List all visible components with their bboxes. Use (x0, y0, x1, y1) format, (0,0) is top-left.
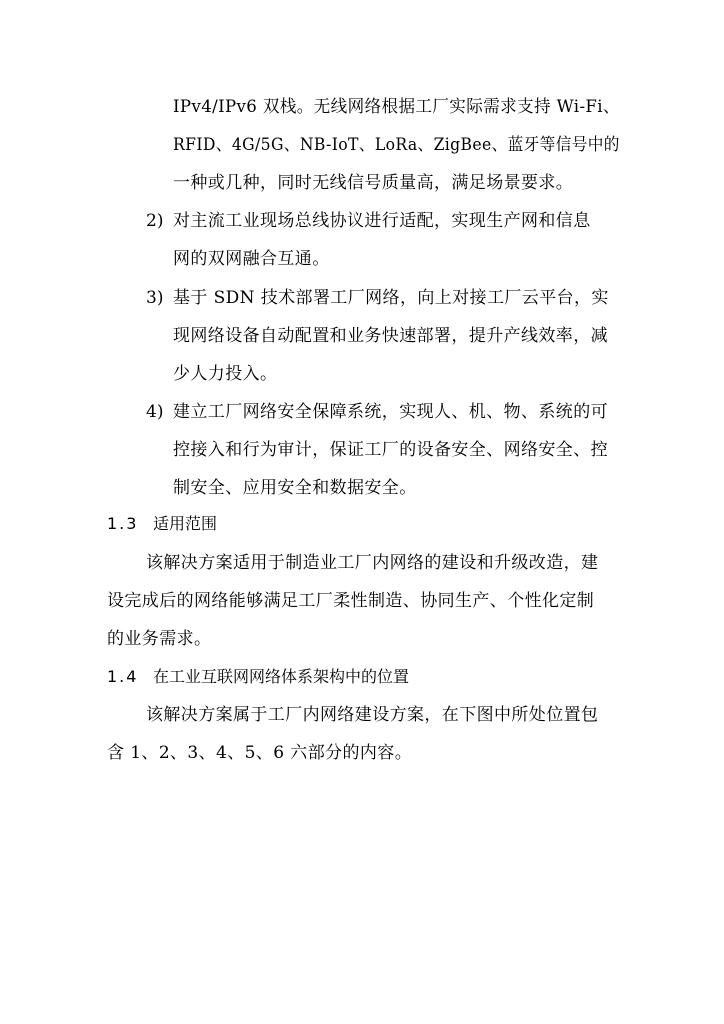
paragraph-line: 该解决方案适用于制造业工厂内网络的建设和升级改造，建 (146, 553, 599, 573)
list-item-line: 制安全、应用安全和数据安全。 (173, 478, 417, 498)
paragraph-line: RFID、4G/5G、NB-IoT、LoRa、ZigBee、蓝牙等信号中的 (173, 135, 620, 155)
section-number: 1.3 (107, 514, 139, 533)
list-item-line: 建立工厂网络安全保障系统，实现人、机、物、系统的可 (173, 402, 608, 422)
list-item-line: 基于 SDN 技术部署工厂网络，向上对接工厂云平台，实 (173, 288, 609, 308)
paragraph-line: 设完成后的网络能够满足工厂柔性制造、协同生产、个性化定制 (107, 591, 595, 611)
list-item-number: 2) (146, 211, 164, 231)
section-number: 1.4 (107, 667, 139, 686)
paragraph-line: IPv4/IPv6 双栈。无线网络根据工厂实际需求支持 Wi-Fi、 (173, 97, 620, 117)
list-item-line: 少人力投入。 (173, 364, 278, 384)
paragraph-line: 该解决方案属于工厂内网络建设方案，在下图中所处位置包 (146, 705, 599, 725)
list-item-number: 4) (146, 402, 164, 422)
list-item-line: 网的双网融合互通。 (173, 249, 330, 269)
list-item-line: 现网络设备自动配置和业务快速部署，提升产线效率，减 (173, 326, 608, 346)
list-item-line: 对主流工业现场总线协议进行适配，实现生产网和信息 (173, 211, 591, 231)
paragraph-line: 的业务需求。 (107, 629, 212, 649)
list-item-number: 3) (146, 288, 164, 308)
section-heading (107, 667, 409, 687)
section-title: 适用范围 (153, 514, 218, 533)
list-item-line: 控接入和行为审计，保证工厂的设备安全、网络安全、控 (173, 440, 608, 460)
section-title: 在工业互联网网络体系架构中的位置 (153, 667, 410, 686)
section-heading (107, 514, 217, 534)
paragraph-line: 一种或几种，同时无线信号质量高，满足场景要求。 (173, 173, 574, 193)
paragraph-line: 含 1、2、3、4、5、6 六部分的内容。 (107, 743, 413, 763)
